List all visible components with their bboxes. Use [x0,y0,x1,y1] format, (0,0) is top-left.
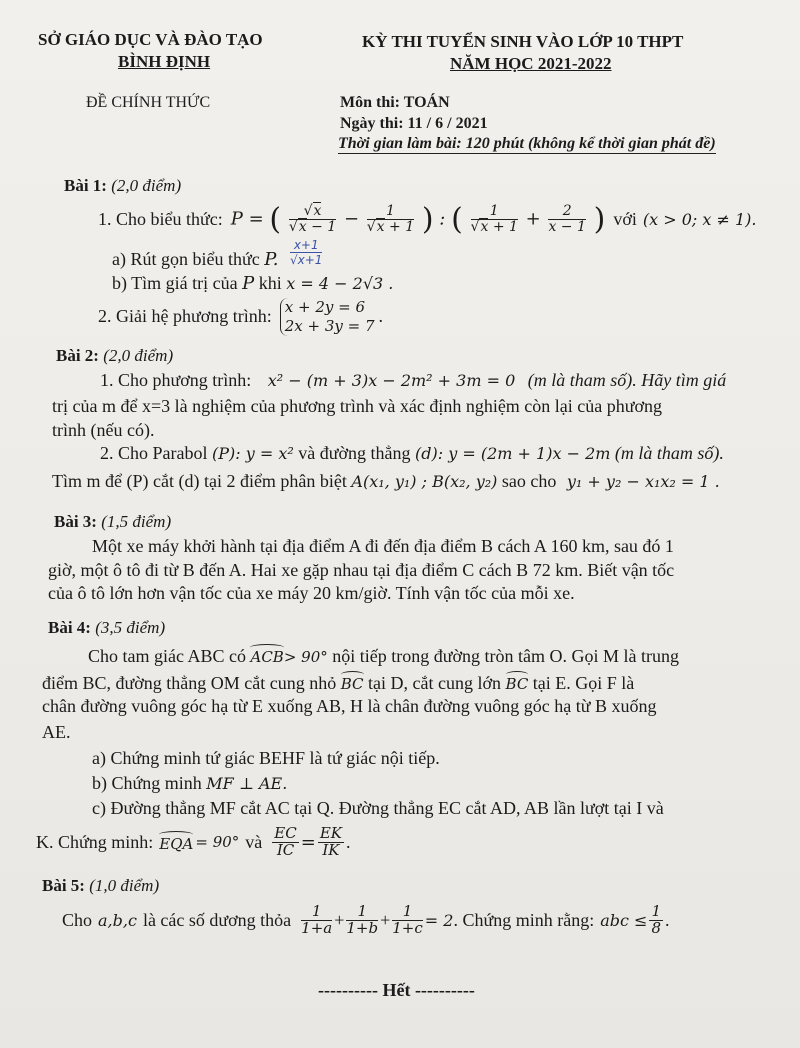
bai3-line1: Một xe máy khởi hành tại địa điểm A đi đến địa điểm B cách A 160 km, sau đó 1 [92,536,674,556]
bai4-line4: AE. [42,722,71,742]
bai2-q2-line1: 2. Cho Parabol (P): y = x² và đường thẳng (d): y = (2m + 1)x − 2m (m là tham số). [100,443,724,463]
header-province: BÌNH ĐỊNH [118,52,211,71]
bai1-q1b: b) Tìm giá trị của P khi x = 4 − 2√3 . [112,273,394,294]
end-marker: ---------- Hết ---------- [318,980,475,1000]
bai1-q1a: a) Rút gọn biểu thức P. [112,249,279,270]
bai5-heading: Bài 5: (1,0 điểm) [42,876,160,895]
bai4-qc-line2: K. Chứng minh: EQA = 90° và $\frac{EC}{IC}$ = $\frac{EK}{IK}$ . [36,824,351,859]
header-school-year: NĂM HỌC 2021-2022 [450,54,612,73]
bai2-q1-line2: trị của m để x=3 là nghiệm của phương trình và xác định nghiệm còn lại của phương [52,396,663,416]
header-exam-title: KỲ THI TUYỂN SINH VÀO LỚP 10 THPT [362,32,684,51]
bai2-q1-line3: trình (nếu có). [52,420,155,440]
expression-p: P = ( $\frac{√x}{√x - 1}$ − $\frac{1}{√x + 1}$ ) : ( $\frac{1}{√x + 1}$ + $\frac{2}{x - 1}$ ) [230,201,606,237]
header-department: SỞ GIÁO DỤC VÀ ĐÀO TẠO [38,30,263,49]
subject-line: Môn thi: TOÁN [340,94,450,111]
equation-system: x + 2y = 6 2x + 3y = 7 [280,298,375,336]
bai4-qc-line1: c) Đường thẳng MF cắt AC tại Q. Đường thẳng EC cắt AD, AB lần lượt tại I và [92,798,664,818]
bai4-qb: b) Chứng minh MF ⊥ AE. [92,773,288,793]
bai4-line3: chân đường vuông góc hạ từ E xuống AB, H là chân đường vuông góc hạ từ B xuống [42,696,657,716]
bai4-line2: điểm BC, đường thẳng OM cắt cung nhỏ BC tại D, cắt cung lớn BC tại E. Gọi F là [42,673,635,693]
bai3-line2: giờ, một ô tô đi từ B đến A. Hai xe gặp nhau tại địa điểm C cách B 72 km. Biết vận tốc [48,560,675,580]
bai2-heading: Bài 2: (2,0 điểm) [56,346,174,365]
bai2-q1-line1: 1. Cho phương trình: x² − (m + 3)x − 2m² + 3m = 0 (m là tham số). Hãy tìm giá [100,370,727,390]
bai3-heading: Bài 3: (1,5 điểm) [54,512,172,531]
bai4-qa: a) Chứng minh tứ giác BEHF là tứ giác nội tiếp. [92,748,440,768]
official-label: ĐỀ CHÍNH THỨC [86,94,211,111]
bai2-q2-line2: Tìm m để (P) cắt (d) tại 2 điểm phân biệt A(x₁, y₁) ; B(x₂, y₂) sao cho y₁ + y₂ − x₁x₂ = 1 . [52,471,720,491]
duration-line: Thời gian làm bài: 120 phút (không kể thời gian phát đề) [338,135,716,152]
bai4-heading: Bài 4: (3,5 điểm) [48,618,166,637]
bai5-line: Cho a,b,c là các số dương thỏa $\frac{1}{1+a}$ + $\frac{1}{1+b}$ + $\frac{1}{1+c}$ = 2 . Chứng minh rằng: abc ≤ $\frac{1}{8}$ . [62,902,670,937]
handwritten-note: x+1 √x+1 [290,238,323,267]
bai1-q2: 2. Giải hệ phương trình: x + 2y = 6 2x + 3y = 7 . [98,298,384,335]
bai4-line1: Cho tam giác ABC có ACB> 90° nội tiếp trong đường tròn tâm O. Gọi M là trung [88,646,680,666]
bai3-line3: của ô tô lớn hơn vận tốc của xe máy 20 km/giờ. Tính vận tốc của mỗi xe. [48,583,575,603]
bai1-heading: Bài 1: (2,0 điểm) [64,176,182,195]
bai1-q1: 1. Cho biểu thức: P = ( $\frac{√x}{√x - 1}$ − $\frac{1}{√x + 1}$ ) : ( $\frac{1}{√x + 1}$ + $\frac{2}{x - 1}$ ) với (x > 0; x ≠ 1). [98,201,757,237]
date-line: Ngày thi: 11 / 6 / 2021 [340,115,488,132]
